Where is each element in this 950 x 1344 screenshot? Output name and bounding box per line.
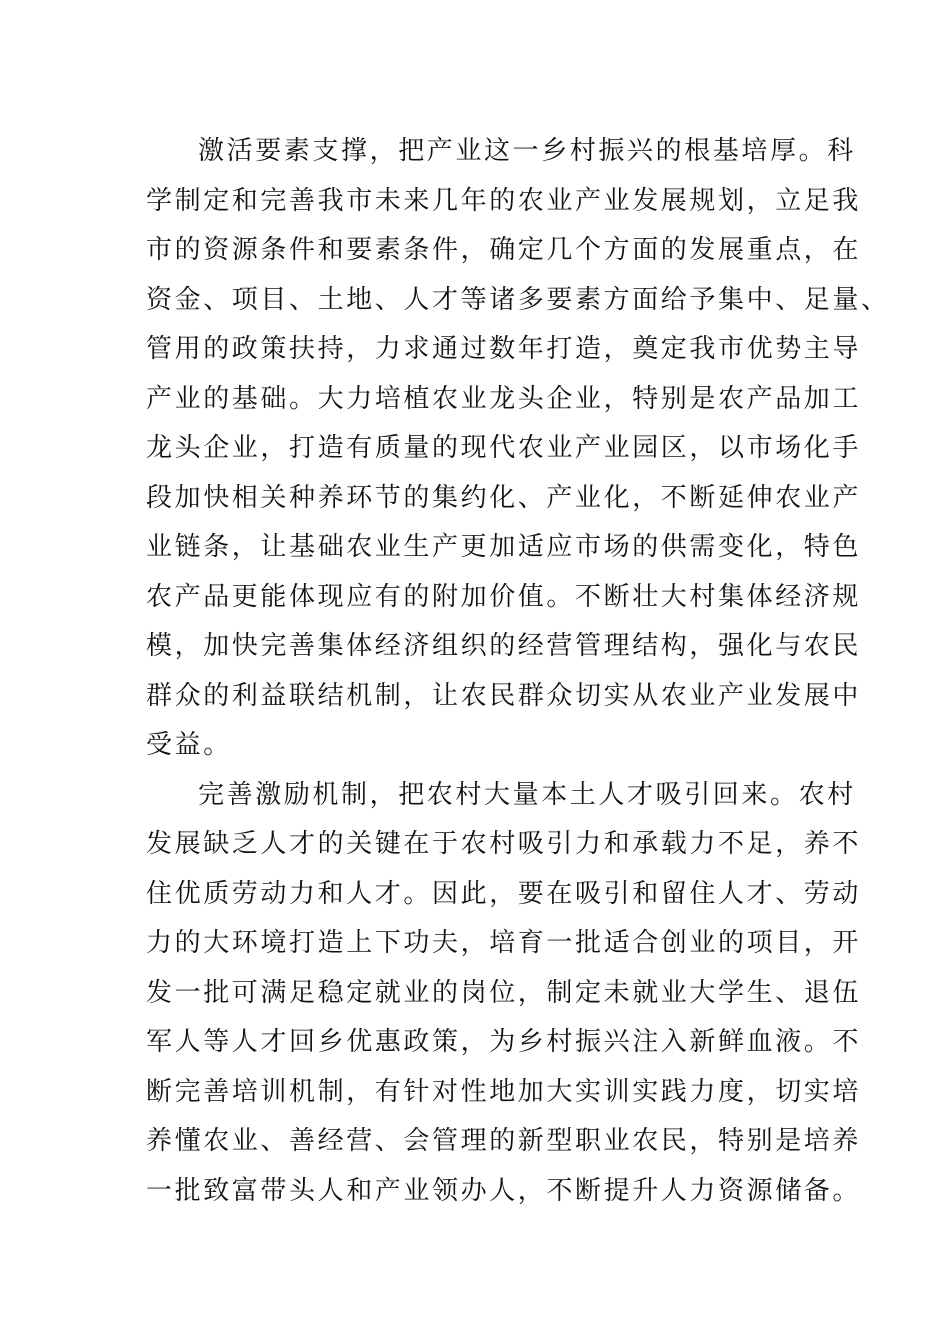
paragraph-line: 一批致富带头人和产业领办人，不断提升人力资源储备。 bbox=[146, 1175, 862, 1206]
paragraph-line: 群众的利益联结机制，让农民群众切实从农业产业发展中 bbox=[146, 680, 862, 711]
paragraph-1 bbox=[146, 127, 890, 771]
paragraph-line: 产业的基础。大力培植农业龙头企业，特别是农产品加工 bbox=[146, 383, 862, 414]
paragraph-line: 激活要素支撑，把产业这一乡村振兴的根基培厚。科 bbox=[198, 136, 856, 166]
paragraph-line: 资金、项目、土地、人才等诸多要素方面给予集中、足量、 bbox=[146, 284, 890, 315]
body-text bbox=[146, 127, 890, 1216]
paragraph-line: 住优质劳动力和人才。因此，要在吸引和留住人才、劳动 bbox=[146, 878, 862, 909]
paragraph-line: 受益。 bbox=[146, 730, 232, 760]
paragraph-line: 段加快相关种养环节的集约化、产业化，不断延伸农业产 bbox=[146, 482, 862, 513]
paragraph-line: 学制定和完善我市未来几年的农业产业发展规划，立足我 bbox=[146, 185, 862, 216]
paragraph-line: 完善激励机制，把农村大量本土人才吸引回来。农村 bbox=[198, 779, 856, 810]
paragraph-line: 力的大环境打造上下功夫，培育一批适合创业的项目，开 bbox=[146, 928, 862, 958]
paragraph-line: 模，加快完善集体经济组织的经营管理结构，强化与农民 bbox=[146, 631, 862, 661]
paragraph-line: 军人等人才回乡优惠政策，为乡村振兴注入新鲜血液。不 bbox=[146, 1027, 862, 1057]
paragraph-line: 农产品更能体现应有的附加价值。不断壮大村集体经济规 bbox=[146, 581, 862, 612]
paragraph-line: 断完善培训机制，有针对性地加大实训实践力度，切实培 bbox=[146, 1076, 862, 1107]
paragraph-line: 发展缺乏人才的关键在于农村吸引力和承载力不足，养不 bbox=[146, 829, 862, 859]
paragraph-line: 发一批可满足稳定就业的岗位，制定未就业大学生、退伍 bbox=[146, 977, 862, 1008]
paragraph-2 bbox=[146, 771, 862, 1217]
paragraph-line: 业链条，让基础农业生产更加适应市场的供需变化，特色 bbox=[146, 532, 862, 562]
paragraph-line: 管用的政策扶持，力求通过数年打造，奠定我市优势主导 bbox=[146, 334, 862, 364]
paragraph-line: 龙头企业，打造有质量的现代农业产业园区，以市场化手 bbox=[146, 433, 862, 463]
paragraph-line: 养懂农业、善经营、会管理的新型职业农民，特别是培养 bbox=[146, 1126, 862, 1156]
paragraph-line: 市的资源条件和要素条件，确定几个方面的发展重点，在 bbox=[146, 235, 862, 265]
